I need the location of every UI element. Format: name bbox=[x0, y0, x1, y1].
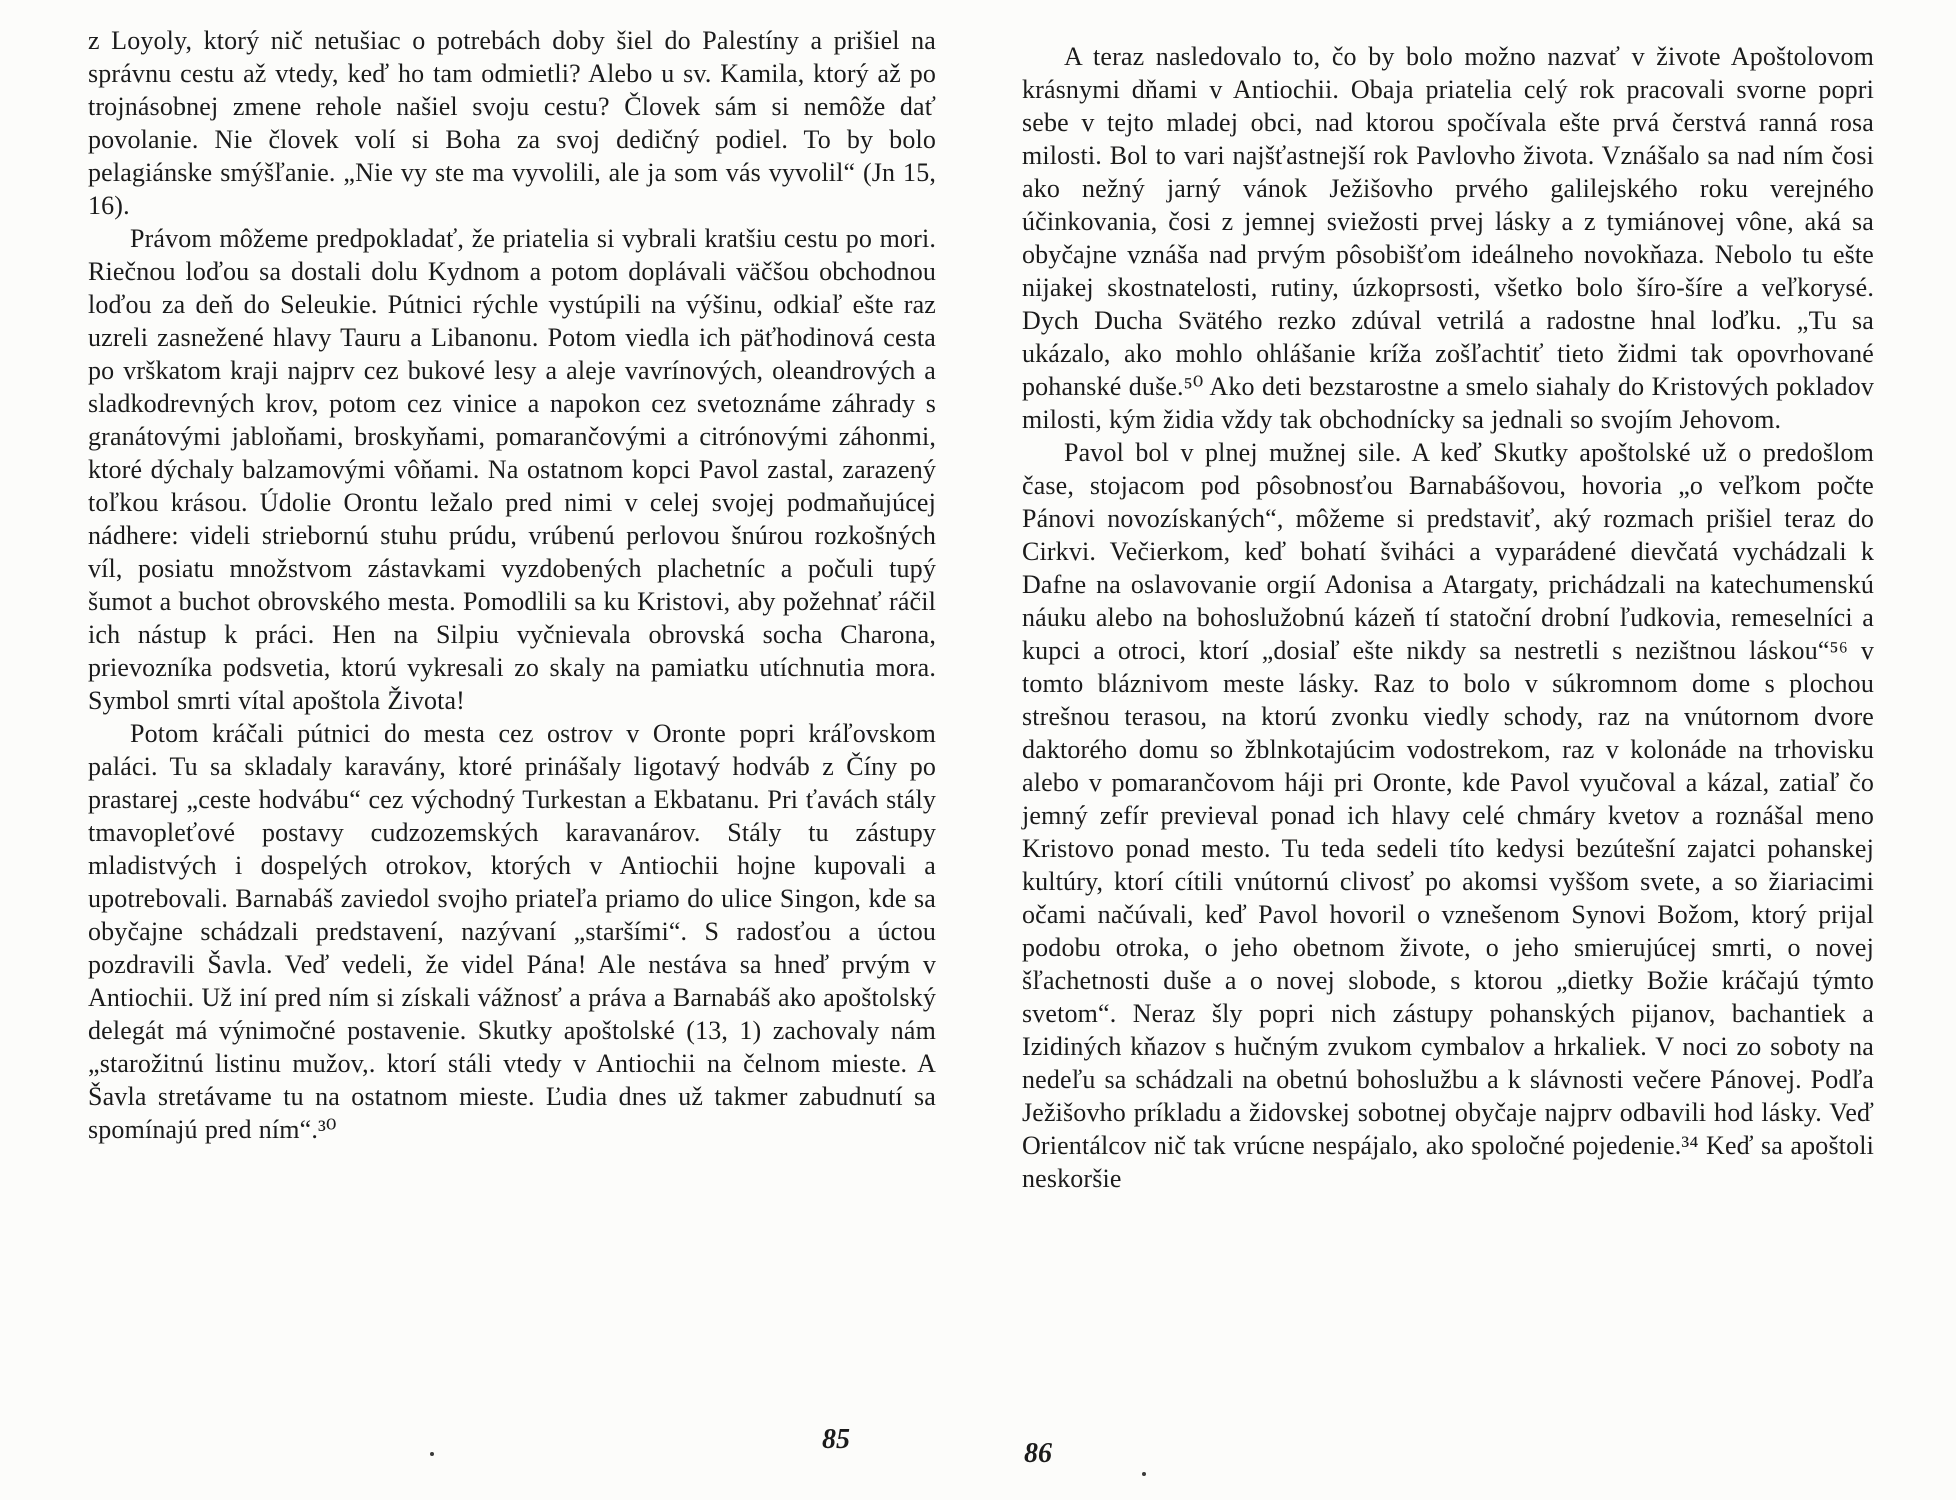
scan-speck bbox=[1142, 1472, 1146, 1476]
scan-speck bbox=[430, 1452, 434, 1456]
page-right-text-block bbox=[1022, 40, 1874, 1195]
paragraph: z Loyoly, ktorý nič netušiac o potrebách doby šiel do Palestíny a prišiel na správnu cestu až vtedy, keď ho tam odmietli? Alebo u sv. Kamila, ktorý až po trojnásobnej zmene rehole našiel svoju cestu? Človek sám si nemôže dať povolanie. Nie človek volí si Boha za svoj dedičný podiel. To by bolo pelagiánske smýšľanie. „Nie vy ste ma vyvolili, ale ja som vás vyvolil“ (Jn 15, 16). bbox=[88, 26, 936, 220]
paragraph: A teraz nasledovalo to, čo by bolo možno nazvať v živote Apoštolovom krásnymi dňami v Antiochii. Obaja priatelia celý rok pracovali svorne popri sebe v tejto mladej obci, nad ktorou spočívala ešte prvá čerstvá ranná rosa milosti. Bol to vari najšťastnejší rok Pavlovho života. Vznášalo sa nad ním čosi ako nežný jarný vánok Ježišovho prvého galilejského roku verejného účinkovania, čosi z jemnej sviežosti prvej lásky a z tymiánovej vône, aká sa obyčajne vznáša nad prvým pôsobišťom ideálneho novokňaza. Nebolo tu ešte nijakej skostnatelosti, rutiny, úzkoprsosti, všetko bolo šíro-šíre a veľkorysé. Dych Ducha Svätého rezko zdúval vetrilá a radostne hnal loďku. „Tu sa ukázalo, ako mohlo ohlášanie kríža zošľachtiť tieto židmi tak opovrhované pohanské duše.⁵⁰ Ako deti bezstarostne a smelo siahaly do Kristových pokladov milosti, kým židia vždy tak obchodnícky sa jednali so svojím Jehovom. bbox=[1022, 42, 1874, 434]
paragraph: Pavol bol v plnej mužnej sile. A keď Skutky apoštolské už o predošlom čase, stojacom pod pôsobnosťou Barnabášovou, hovoria „o veľkom počte Pánovi novozískaných“, môžeme si predstaviť, aký rozmach prišiel teraz do Cirkvi. Večierkom, keď bohatí šviháci a vyparádené dievčatá vychádzali k Dafne na oslavovanie orgií Adonisa a Atargaty, prichádzali na katechumenskú náuku alebo na bohoslužobnú kázeň tí statoční drobní ľudkovia, remeselníci a kupci a otroci, ktorí „dosiaľ ešte nikdy sa nestretli s nezištnou láskou“⁵⁶ v tomto bláznivom meste lásky. Raz to bolo v súkromnom dome s plochou strešnou terasou, na ktorú zvonku viedly schody, raz na vnútornom dvore daktorého domu so žblnkotajúcim vodostrekom, raz v kolonáde na trhovisku alebo v pomarančovom háji pri Oronte, kde Pavol vyučoval a kázal, zatiaľ čo jemný zefír previeval ponad ich hlavy celé chmáry kvetov a roznášal meno Kristovo ponad mesto. Tu teda sedeli títo kedysi bezútešní zajatci pohanskej kultúry, ktorí cítili vnútornú clivosť po akomsi vyššom svete, a so žiariacimi očami načúvali, keď Pavol hovoril o vznešenom Synovi Božom, ktorý prijal podobu otroka, o jeho obetnom živote, o jeho smierujúcej smrti, o novej šľachetnosti duše a o novej slobode, s ktorou „dietky Božie kráčajú týmto svetom“. Neraz šly popri nich zástupy pohanských pijanov, bachantiek a Izidiných kňazov s hučným zvukom cymbalov a hrkaliek. V noci zo soboty na nedeľu sa schádzali na obetnú bohoslužbu a k slávnosti večere Pánovej. Podľa Ježišovho príkladu a židovskej sobotnej obyčaje najprv odbavili hod lásky. Veď Orientálcov nič tak vrúcne nespájalo, ako spoločné pojedenie.³⁴ Keď sa apoštoli neskoršie bbox=[1022, 438, 1874, 1193]
paragraph: Potom kráčali pútnici do mesta cez ostrov v Oronte popri kráľovskom paláci. Tu sa skladaly karavány, ktoré prinášaly ligotavý hodváb z Číny po prastarej „ceste hodvábu“ cez východný Turkestan a Ekbatanu. Pri ťavách stály tmavopleťové postavy cudzozemských karavanárov. Stály tu zástupy mladistvých i dospelých otrokov, ktorých v Antiochii hojne kupovali a upotrebovali. Barnabáš zaviedol svojho priateľa priamo do ulice Singon, kde sa obyčajne schádzali predstavení, nazývaní „staršími“. S radosťou a úctou pozdravili Šavla. Veď vedeli, že videl Pána! Ale nestáva sa hneď prvým v Antiochii. Už iní pred ním si získali vážnosť a práva a Barnabáš ako apoštolský delegát má výnimočné postavenie. Skutky apoštolské (13, 1) zachovaly nám „starožitnú listinu mužov,. ktorí stáli vtedy v Antiochii na čelnom mieste. A Šavla stretávame tu na ostatnom mieste. Ľudia dnes už takmer zabudnutí sa spomínajú pred ním“.³⁰ bbox=[88, 719, 936, 1144]
page-number-left: 85 bbox=[822, 1424, 850, 1455]
page-left-text-block bbox=[88, 24, 936, 1146]
paragraph: Právom môžeme predpokladať, že priatelia si vybrali kratšiu cestu po mori. Riečnou loďou sa dostali dolu Kydnom a potom doplávali väčšou obchodnou loďou za deň do Seleukie. Pútnici rýchle vystúpili na výšinu, odkiaľ ešte raz uzreli zasnežené hlavy Tauru a Libanonu. Potom viedla ich päťhodinová cesta po vrškatom kraji najprv cez bukové lesy a aleje vavrínových, oleandrových a sladkodrevných krov, potom cez vinice a napokon cez svetoznáme záhrady s granátovými jabloňami, broskyňami, pomarančovými a citrónovými záhonmi, ktoré dýchaly balzamovými vôňami. Na ostatnom kopci Pavol zastal, zarazený toľkou krásou. Údolie Orontu ležalo pred nimi v celej svojej podmaňujúcej nádhere: videli striebornú stuhu prúdu, vrúbenú perlovou šnúrou rozkošných víl, posiatu množstvom zástavkami vyzdobených plachetníc a počuli tupý šumot a buchot obrovského mesta. Pomodlili sa ku Kristovi, aby požehnať ráčil ich nástup k práci. Hen na Silpiu vyčnievala obrovská socha Charona, prievozníka podsvetia, ktorú vykresali zo skaly na pamiatku utíchnutia mora. Symbol smrti vítal apoštola Života! bbox=[88, 224, 936, 715]
page-number-right: 86 bbox=[1024, 1438, 1052, 1469]
